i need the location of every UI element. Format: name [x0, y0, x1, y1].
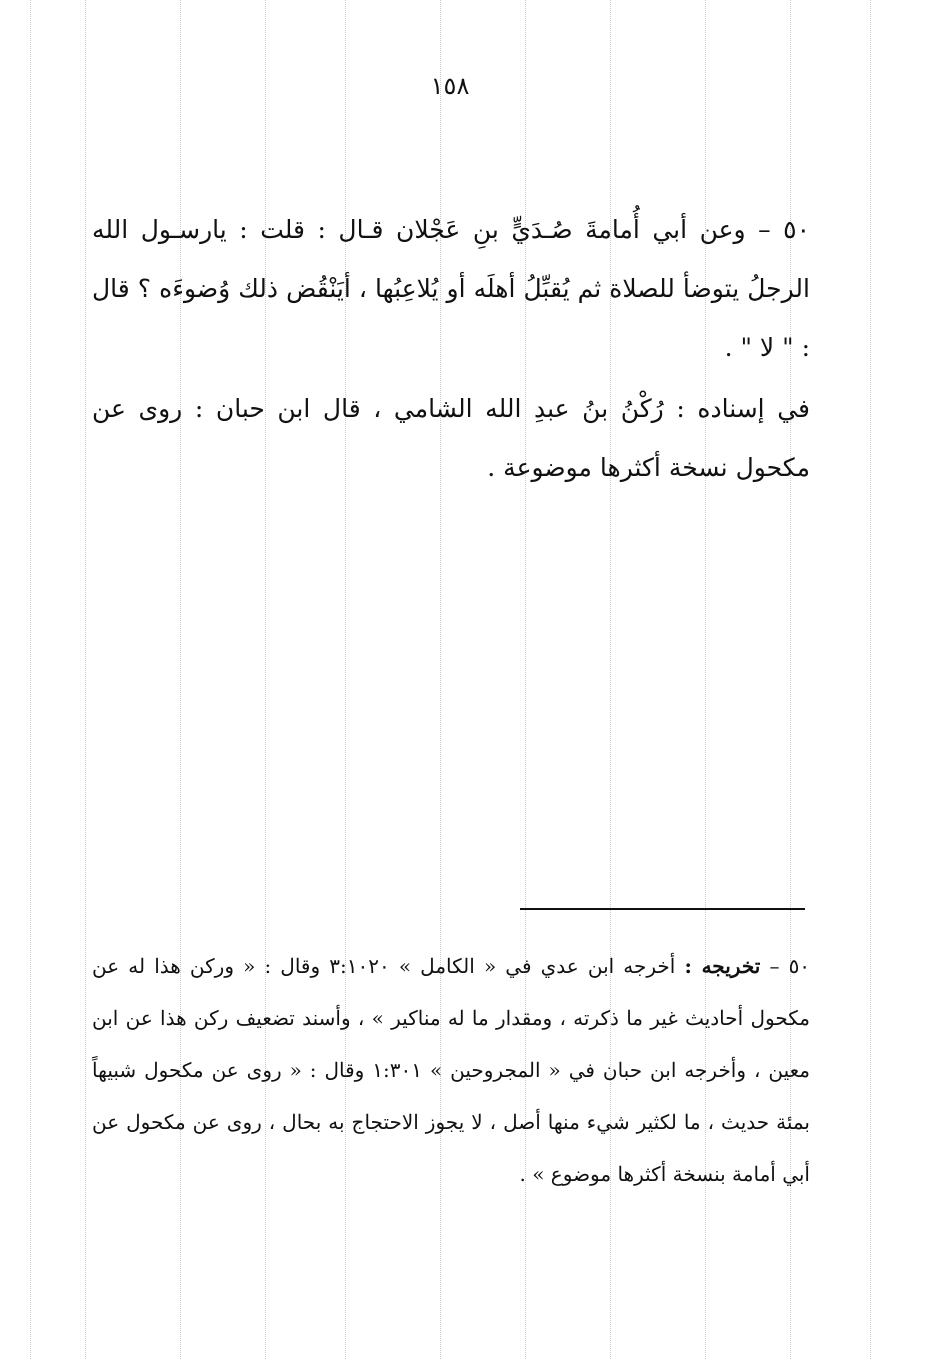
- scan-guide-line: [870, 0, 871, 1359]
- scan-guide-line: [30, 0, 31, 1359]
- footnote: [92, 940, 810, 1200]
- footnote-label: تخريجه :: [684, 954, 761, 978]
- page-number: ١٥٨: [430, 72, 470, 100]
- footnote-separator: [520, 908, 805, 910]
- footnote-text: أخرجه ابن عدي في « الكامل » ٣:١٠٢٠ وقال : « وركن هذا له عن مكحول أحاديث غير ما ذكرته ، ومقدار ما له مناكير » ، وأسند تضعيف ركن هذا عن ابن معين ، وأخرجه ابن حبان في « المجروحين » ١:٣٠١ وقال : « روى عن مكحول شبيهاً بمئة حديث ، ما لكثير شيء منها أصل ، لا يجوز الاحتجاج به بحال ، روى عن مكحول عن أبي أمامة بنسخة أكثرها موضوع » .: [92, 954, 810, 1186]
- isnad-paragraph: في إسناده : رُكْنُ بنُ عبدِ الله الشامي ، قال ابن حبان : روى عن مكحول نسخة أكثرها موضوعة .: [92, 394, 810, 482]
- hadith-body: [92, 200, 810, 497]
- footnote-number: ٥٠ –: [769, 954, 811, 978]
- scan-guide-line: [85, 0, 86, 1359]
- hadith-paragraph: ٥٠ – وعن أبي أُمامةَ صُـدَيٍّ بنِ عَجْلان قـال : قلت : يارسـول الله الرجلُ يتوضأ للصلاة ثم يُقبِّلُ أهلَه أو يُلاعِبُها ، أيَنْقُض ذلك وُضوءَه ؟ قال : " لا " .: [92, 215, 810, 362]
